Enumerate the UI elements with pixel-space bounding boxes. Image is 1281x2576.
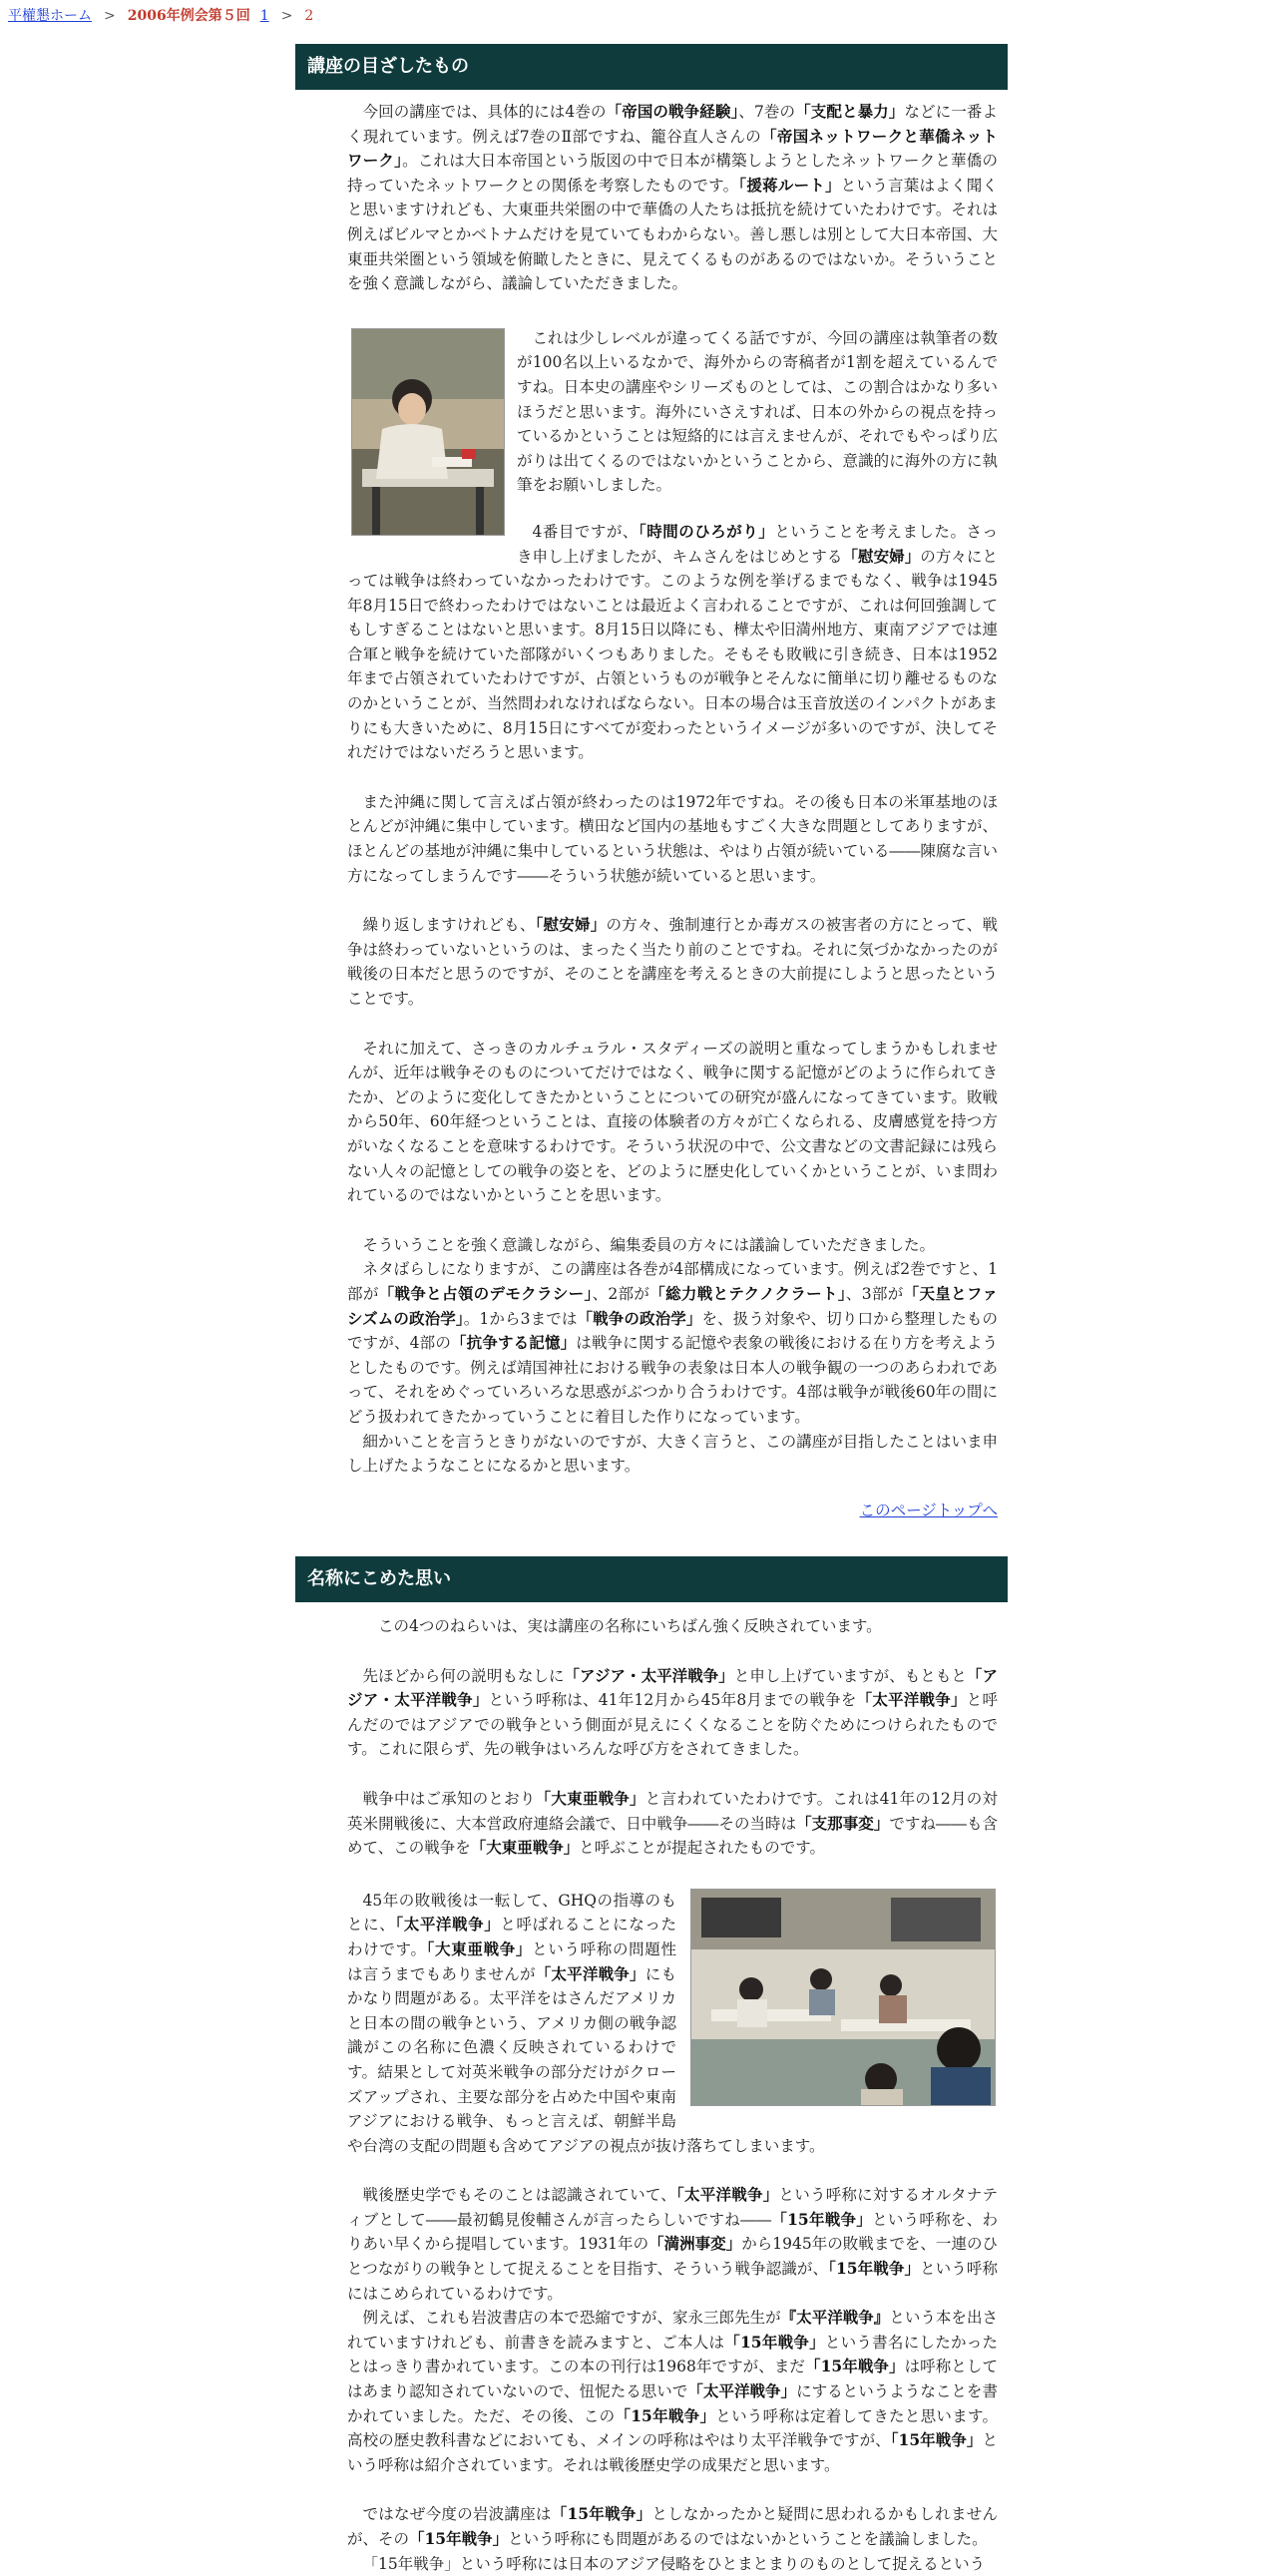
paragraph: 4番目ですが、「時間のひろがり」ということを考えました。さっき申し上げましたが、キムさんをはじめとする「慰安婦」の方々にとっては戦争は終わっていなかったわけです。このような例を挙げるまでもなく、戦争は1945年8月15日で終わったわけではないことは最近よく言われることですが、これは何回強調してもしすぎることはないと思います。8月15日以降にも、樺太や旧満州地方、東南アジアでは連合軍と戦争を続けていた部隊がいくつもありました。そもそも敗戦に引き続き、日本は1952年まで占領されていたわけですが、占領というものが戦争とそんなに簡単に切り離せるものなのかということが、当然問われなければならない。日本の場合は玉音放送のインパクトがあまりにも大きいために、8月15日にすべてが変わったというイメージが多いのですが、決してそれだけではないだろうと思います。 bbox=[347, 521, 998, 762]
paragraph: これは少しレベルが違ってくる話ですが、今回の講座は執筆者の数が100名以上いるなかで、海外からの寄稿者が1割を超えているんですね。日本史の講座やシリーズものとしては、この割合はかなり多いほうだと思います。海外にいさえすれば、日本の外からの視点を持っているかということは短絡的には言えませんが、それでもやっぱり広がりは出てくるのではないかということから、意識的に海外の方に執筆をお願いしました。 bbox=[517, 328, 998, 495]
breadcrumb-current-meeting: 2006年例会第５回 bbox=[127, 8, 250, 24]
paragraph: 細かいことを言うときりがないのですが、大きく言うと、この講座が目指したことはいま申し上げたようなことになるかと思います。 bbox=[347, 1432, 998, 1476]
section-title: 講座の目ざしたもの bbox=[295, 44, 1008, 90]
paragraph: 戦争中はご承知のとおり「大東亜戦争」と言われていたわけです。これは41年の12月の対英米開戦後に、大本営政府連絡会議で、日中戦争――その当時は「支那事変」ですね――も含めて、この戦争を「大東亜戦争」と呼ぶことが提起されたものです。 bbox=[347, 1788, 998, 1858]
paragraph: ではなぜ今度の岩波講座は「15年戦争」としなかったかと疑問に思われるかもしれませんが、その「15年戦争」という呼称にも問題があるのではないかということを議論しました。 bbox=[347, 2504, 998, 2548]
paragraph: 先ほどから何の説明もなしに「アジア・太平洋戦争」と申し上げていますが、もともと「アジア・太平洋戦争」という呼称は、41年12月から45年8月までの戦争を「太平洋戦争」と呼んだのではアジアでの戦争という側面が見えにくくなることを防ぐためにつけられたものです。これに限らず、先の戦争はいろんな呼び方をされてきました。 bbox=[347, 1665, 998, 1759]
breadcrumb-separator: > bbox=[104, 8, 116, 24]
breadcrumb-separator: > bbox=[280, 8, 293, 24]
paragraph: 45年の敗戦後は一転して、GHQの指導のもとに、「太平洋戦争」と呼ばれることになったわけです。「大東亜戦争」という呼称の問題性は言うまでもありませんが「太平洋戦争」にもかなり問題がある。太平洋をはさんだアメリカと日本の間の戦争という、アメリカ側の戦争認識がこの名称に色濃く反映されているわけです。結果として対英米戦争の部分だけがクローズアップされ、主要な部分を占めた中国や東南アジアにおける戦争、もっと言えば、朝鮮半島や台湾の支配の問題も含めてアジアの視点が抜け落ちてしまいます。 bbox=[347, 1891, 825, 2155]
paragraph: ネタばらしになりますが、この講座は各巻が4部構成になっています。例えば2巻ですと、1部が「戦争と占領のデモクラシー」、2部が「総力戦とテクノクラート」、3部が「天皇とファシズムの政治学」。1から3までは「戦争の政治学」を、扱う対象や、切り口から整理したものですが、4部の「抗争する記憶」は戦争に関する記憶や表象の戦後における在り方を考えようとしたものです。例えば靖国神社における戦争の表象は日本人の戦争観の一つのあらわれであって、それをめぐっていろいろな思惑がぶつかり合うわけです。4部は戦争が戦後60年の間にどう扱われてきたかっていうことに着目した作りになっています。 bbox=[347, 1260, 998, 1426]
paragraph: 繰り返しますけれども、「慰安婦」の方々、強制連行とか毒ガスの被害者の方にとって、戦争は終わっていないというのは、まったく当たり前のことですね。それに気づかなかったのが戦後の日本だと思うのですが、そのことを講座を考えるときの大前提にしようと思ったということです。 bbox=[347, 915, 998, 1008]
paragraph: この4つのねらいは、実は講座の名称にいちばん強く反映されています。 bbox=[378, 1617, 882, 1635]
breadcrumb-home-link[interactable]: 平權懇ホーム bbox=[8, 8, 92, 24]
breadcrumb-page-2: 2 bbox=[304, 8, 314, 24]
breadcrumb-page-1-link[interactable]: 1 bbox=[259, 8, 269, 24]
section-title: 名称にこめた思い bbox=[295, 1556, 1008, 1602]
lecture-room-photo bbox=[690, 1889, 996, 2110]
person-reading-photo bbox=[351, 328, 505, 540]
page-top-link[interactable]: このページトップへ bbox=[859, 1501, 998, 1519]
section-goals bbox=[295, 44, 1008, 1520]
breadcrumb bbox=[8, 6, 313, 26]
paragraph: 例えば、これも岩波書店の本で恐縮ですが、家永三郎先生が『太平洋戦争』という本を出されていますけれども、前書きを読みますと、ご本人は「15年戦争」という書名にしたかったとはっきり書かれています。この本の刊行は1968年ですが、まだ「15年戦争」は呼称としてはあまり認知されていないので、忸怩たる思いで「太平洋戦争」にするというようなことを書かれていました。ただ、その後、この「15年戦争」という呼称は定着してきたと思います。高校の歴史教科書などにおいても、メインの呼称はやはり太平洋戦争ですが、「15年戦争」という呼称は紹介されています。それは戦後歴史学の成果だと思います。 bbox=[347, 2308, 998, 2474]
section-naming bbox=[295, 1556, 1008, 2576]
paragraph: 今回の講座では、具体的には4巻の「帝国の戦争経験」、7巻の「支配と暴力」などに一番よく現れています。例えば7巻のⅡ部ですね、籠谷直人さんの「帝国ネットワークと華僑ネットワーク」。これは大日本帝国という版図の中で日本が構築しようとしたネットワークと華僑の持っていたネットワークとの関係を考察したものです。「援蒋ルート」という言葉はよく聞くと思いますけれども、大東亜共栄圏の中で華僑の人たちは抵抗を続けていたわけです。それは例えばビルマとかベトナムだけを見ていてもわからない。善し悪しは別として大日本帝国、大東亜共栄圏という領域を俯瞰したときに、見えてくるものがあるのではないか。そういうことを強く意識しながら、議論していただきました。 bbox=[347, 102, 998, 293]
paragraph: また沖縄に関して言えば占領が終わったのは1972年ですね。その後も日本の米軍基地のほとんどが沖縄に集中しています。横田など国内の基地もすごく大きな問題としてありますが、ほとんどの基地が沖縄に集中しているという状態は、やはり占領が続いている――陳腐な言い方になってしまうんです――そういう状態が続いていると思います。 bbox=[347, 792, 998, 885]
paragraph: それに加えて、さっきのカルチュラル・スタディーズの説明と重なってしまうかもしれませんが、近年は戦争そのものについてだけではなく、戦争に関する記憶がどのように作られてきたか、どのように変化してきたかということについての研究が盛んになってきています。敗戦から50年、60年経つということは、直接の体験者の方々が亡くなられる、皮膚感覚を持つ方がいなくなることを意味するわけです。そういう状況の中で、公文書などの文書記録には残らない人々の記憶としての戦争の姿とを、どのように歴史化していくかということが、いま問われているのではないかということを思います。 bbox=[347, 1039, 999, 1205]
paragraph: そういうことを強く意識しながら、編集委員の方々には議論していただきました。 bbox=[362, 1235, 936, 1254]
paragraph: 「15年戦争」という呼称には日本のアジア侵略をひとまとまりのものとして捉えるという bbox=[362, 2554, 986, 2573]
paragraph: 戦後歴史学でもそのことは認識されていて、「太平洋戦争」という呼称に対するオルタナティブとして――最初鶴見俊輔さんが言ったらしいですね――「15年戦争」という呼称を、わりあい早くから提唱しています。1931年の「満洲事変」から1945年の敗戦までを、一連のひとつながりの戦争として捉えることを目指す、そういう戦争認識が、「15年戦争」という呼称にはこめられているわけです。 bbox=[347, 2185, 998, 2303]
